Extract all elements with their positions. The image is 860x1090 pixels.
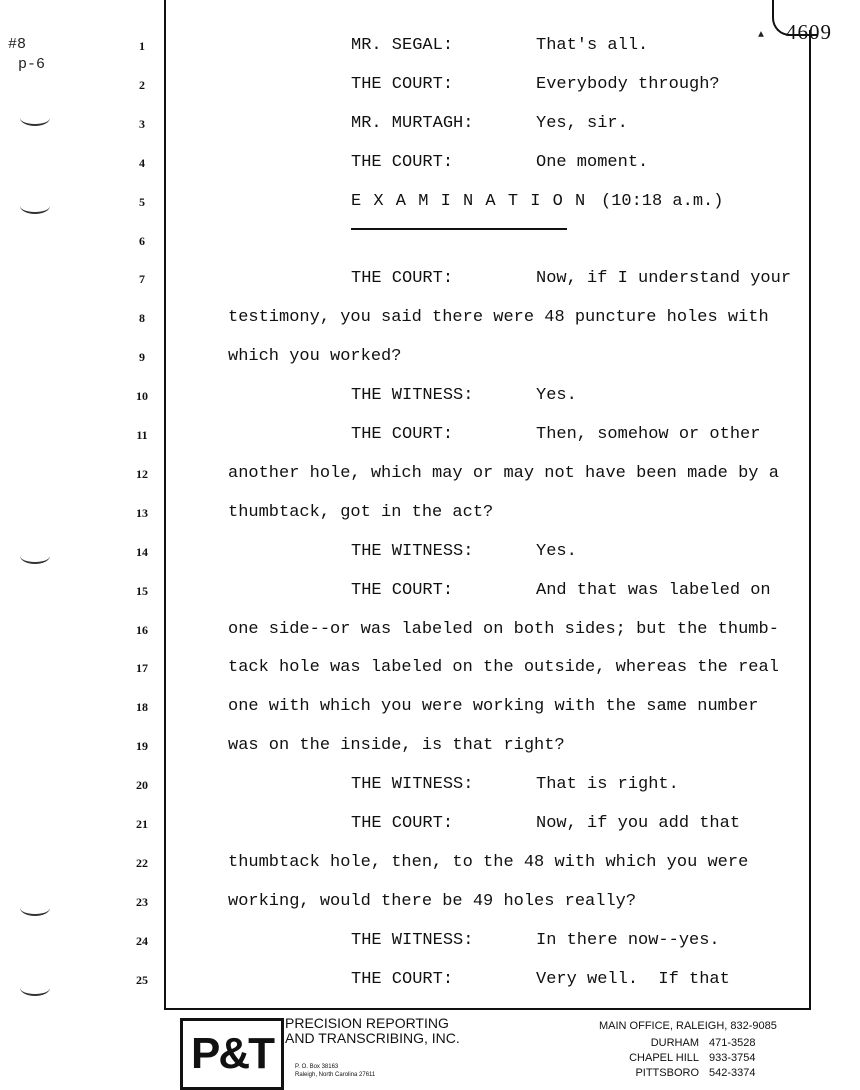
speaker-text: Then, somehow or other [536, 425, 761, 444]
office-row [599, 1051, 777, 1066]
speaker-text: That is right. [536, 775, 679, 795]
line-number: 11 [136, 428, 148, 442]
office-directory [599, 1020, 777, 1081]
speaker-label: THE WITNESS: [351, 775, 474, 795]
office-city: DURHAM [650, 1037, 699, 1049]
speaker-text: One moment. [536, 152, 649, 172]
speaker-label: THE COURT: [351, 269, 454, 289]
speaker-text: Everybody through? [536, 74, 720, 94]
line-number: 8 [139, 311, 145, 326]
speaker-label: THE COURT: [351, 580, 454, 600]
line-number: 12 [136, 466, 148, 481]
line-number: 16 [136, 622, 148, 637]
office-row [599, 1066, 777, 1081]
corner-tick-mark: ▲ [758, 30, 765, 41]
line-number: 10 [136, 389, 148, 404]
speaker-label: MR. MURTAGH: [351, 113, 474, 133]
page-border-right [809, 30, 811, 1010]
speaker-label: THE COURT: [351, 814, 454, 833]
line-number: 3 [139, 116, 145, 131]
speaker-text: Now, if you add that [536, 814, 741, 833]
speaker-label: THE COURT: [351, 152, 454, 172]
continuation-text: another hole, which may or may not have been made by a [228, 463, 779, 483]
line-number: 24 [136, 933, 148, 948]
speaker-label: THE COURT: [351, 969, 454, 989]
main-office: MAIN OFFICE, RALEIGH, 832-9085 [599, 1020, 777, 1032]
speaker-label: THE WITNESS: [351, 930, 474, 950]
continuation-text: tack hole was labeled on the outside, whereas the real [228, 658, 779, 678]
office-phone: 542-3374 [709, 1067, 756, 1079]
speaker-text: And that was labeled on [536, 580, 771, 600]
binder-hole-mark [20, 198, 50, 214]
line-number: 2 [139, 77, 145, 92]
line-number: 15 [136, 583, 148, 598]
line-number: 19 [136, 739, 148, 754]
section-time: (10:18 a.m.) [601, 191, 724, 211]
line-number: 9 [139, 350, 145, 365]
line-number: 5 [139, 194, 145, 209]
line-number: 23 [136, 894, 148, 909]
continuation-text: one with which you were working with the same number [228, 697, 759, 717]
line-number: 25 [136, 972, 148, 987]
continuation-text: one side--or was labeled on both sides; but the thumb- [228, 619, 779, 639]
continuation-text: thumbtack hole, then, to the 48 with which you were [228, 852, 749, 872]
speaker-text: That's all. [536, 36, 649, 55]
line-number: 17 [136, 661, 148, 676]
binder-hole-mark [20, 110, 50, 126]
line-number: 18 [136, 700, 148, 715]
office-phone: 471-3528 [709, 1037, 756, 1049]
line-number: 14 [136, 544, 148, 559]
office-row [599, 1036, 777, 1051]
speaker-text: Very well. If that [536, 969, 730, 989]
speaker-text: Yes. [536, 386, 577, 406]
margin-mark-exhibit: #8 [8, 36, 27, 53]
company-name [285, 1016, 460, 1046]
continuation-text: was on the inside, is that right? [228, 736, 565, 756]
office-phone: 933-3754 [709, 1052, 756, 1064]
office-city: PITTSBORO [635, 1067, 699, 1079]
line-number: 22 [136, 855, 148, 870]
company-name-line1: PRECISION REPORTING [285, 1015, 449, 1031]
line-number: 21 [136, 817, 148, 831]
speaker-label: THE COURT: [351, 74, 454, 94]
speaker-text: Yes. [536, 541, 577, 561]
line-number: 6 [139, 233, 145, 248]
heading-underline [351, 228, 567, 230]
continuation-text: which you worked? [228, 347, 402, 367]
binder-hole-mark [20, 548, 50, 564]
speaker-text: Yes, sir. [536, 113, 628, 133]
speaker-label: THE WITNESS: [351, 386, 474, 406]
continuation-text: thumbtack, got in the act? [228, 502, 494, 522]
section-heading: E X A M I N A T I O N [351, 191, 587, 211]
line-number: 1 [139, 39, 145, 53]
page-border-left [164, 0, 166, 1010]
line-number: 20 [136, 778, 148, 793]
company-logo: P&T [180, 1018, 284, 1090]
page-border-bottom [164, 1008, 811, 1010]
continuation-text: working, would there be 49 holes really? [228, 891, 637, 911]
office-city: CHAPEL HILL [629, 1052, 699, 1064]
speaker-label: THE COURT: [351, 425, 454, 444]
pobox-line1: P. O. Box 38163 [295, 1064, 339, 1070]
pobox-line2: Raleigh, North Carolina 27611 [295, 1072, 376, 1078]
company-name-line2: AND TRANSCRIBING, INC. [285, 1030, 460, 1046]
line-number: 13 [136, 505, 148, 520]
binder-hole-mark [20, 900, 50, 916]
speaker-label: THE WITNESS: [351, 541, 474, 561]
binder-hole-mark [20, 980, 50, 996]
page-number: 4609 [786, 20, 832, 44]
company-address [295, 1063, 375, 1079]
line-number: 7 [139, 272, 145, 287]
speaker-text: Now, if I understand your [536, 269, 792, 289]
line-number: 4 [139, 155, 145, 170]
continuation-text: testimony, you said there were 48 puncture holes with [228, 308, 769, 328]
speaker-text: In there now--yes. [536, 930, 720, 950]
margin-mark-page: p-6 [18, 56, 46, 73]
speaker-label: MR. SEGAL: [351, 36, 454, 55]
